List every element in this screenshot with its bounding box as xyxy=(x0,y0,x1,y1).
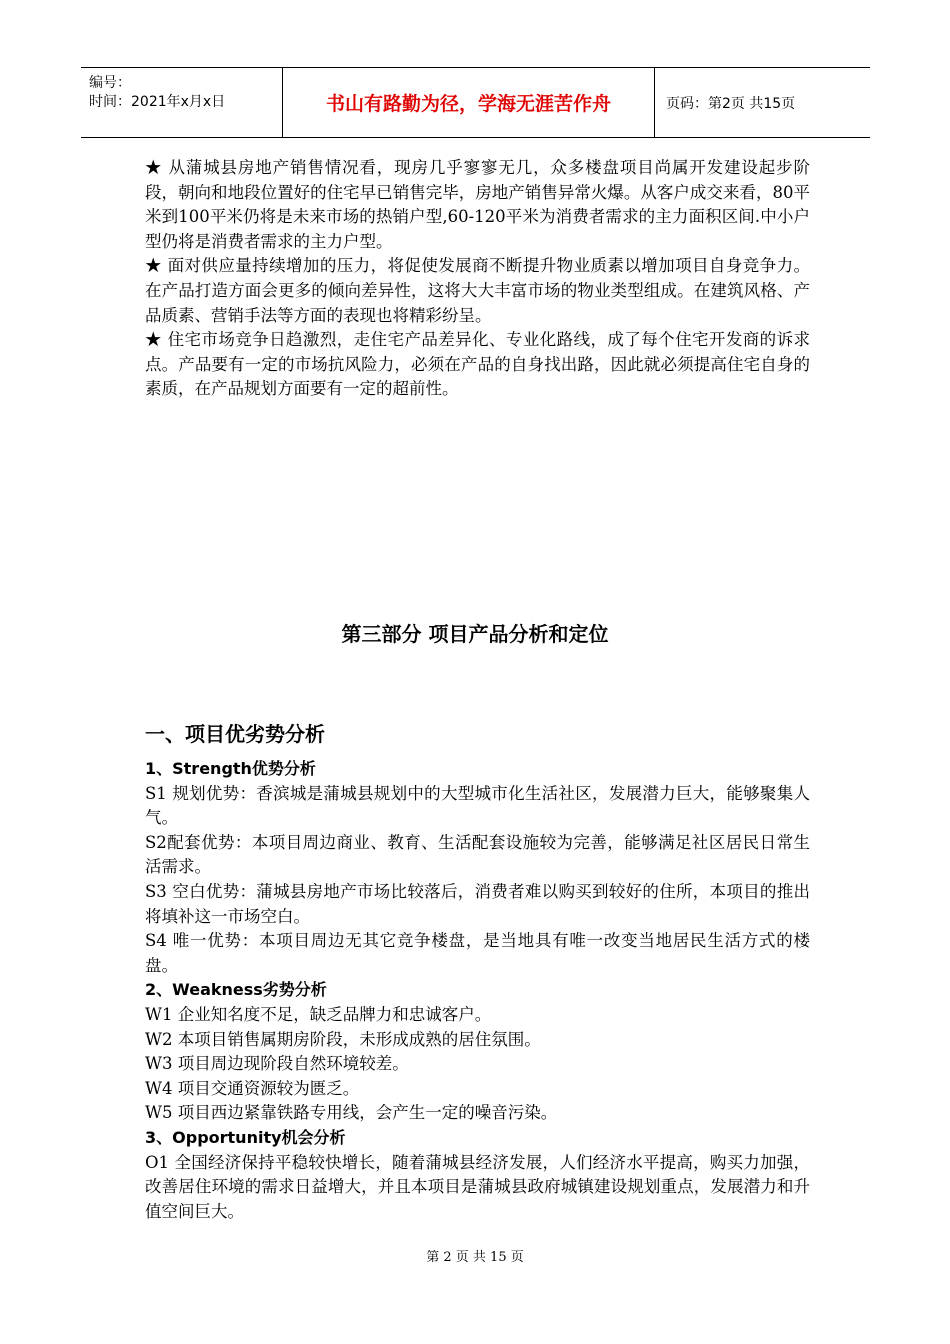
document-header xyxy=(81,67,870,138)
intro-section xyxy=(145,156,810,402)
intro-paragraph: ★ 面对供应量持续增加的压力，将促使发展商不断提升物业质素以增加项目自身竞争力。在产品打造方面会更多的倾向差异性，这将大大丰富市场的物业类型组成。在建筑风格、产品质素、营销手法等方面的表现也将精彩纷呈。 xyxy=(145,256,810,325)
header-motto: 书山有路勤为径，学海无涯苦作舟 xyxy=(283,68,655,137)
opportunity-item: O1 全国经济保持平稳较快增长，随着蒲城县经济发展，人们经济水平提高，购买力加强，改善居住环境的需求日益增大，并且本项目是蒲城县政府城镇建设规划重点，发展潜力和升值空间巨大。 xyxy=(145,1152,810,1221)
document-date: 时间：2021年x月x日 xyxy=(89,94,226,110)
strength-item: S4 唯一优势：本项目周边无其它竞争楼盘，是当地具有唯一改变当地居民生活方式的楼盘。 xyxy=(145,931,810,975)
section-title: 一、项目优劣势分析 xyxy=(145,722,325,746)
strength-item: S2配套优势：本项目周边商业、教育、生活配套设施较为完善，能够满足社区居民日常生活需求。 xyxy=(145,832,810,877)
swot-section xyxy=(145,757,810,1224)
page-footer: 第 2 页 共 15 页 xyxy=(426,1250,524,1265)
weakness-heading: 2、Weakness劣势分析 xyxy=(145,980,327,1000)
part-title: 第三部分 项目产品分析和定位 xyxy=(341,622,609,646)
strength-item: S3 空白优势：蒲城县房地产市场比较落后，消费者难以购买到较好的住所，本项目的推出将填补这一市场空白。 xyxy=(145,881,810,926)
strength-item: S1 规划优势：香滨城是蒲城县规划中的大型城市化生活社区，发展潜力巨大，能够聚集人气。 xyxy=(145,783,810,828)
intro-paragraph: ★ 从蒲城县房地产销售情况看，现房几乎寥寥无几，众多楼盘项目尚属开发建设起步阶段，朝向和地段位置好的住宅早已销售完毕，房地产销售异常火爆。从客户成交来看，80平米到100平米仍将是未来市场的热销户型,60-120平米为消费者需求的主力面积区间.中小户型仍将是消费者需求的主力户型。 xyxy=(145,158,810,251)
document-number-label: 编号： xyxy=(89,75,131,91)
opportunity-heading: 3、Opportunity机会分析 xyxy=(145,1127,346,1147)
header-page-info: 页码：第2页 共15页 xyxy=(666,95,796,112)
intro-paragraph: ★ 住宅市场竞争日趋激烈，走住宅产品差异化、专业化路线，成了每个住宅开发商的诉求点。产品要有一定的市场抗风险力，必须在产品的自身找出路，因此就必须提高住宅自身的素质，在产品规划方面要有一定的超前性。 xyxy=(145,330,810,399)
strength-heading: 1、Strength优势分析 xyxy=(145,759,316,778)
weakness-item: W5 项目西边紧靠铁路专用线，会产生一定的噪音污染。 xyxy=(145,1103,558,1123)
weakness-item: W2 本项目销售属期房阶段，未形成成熟的居住氛围。 xyxy=(145,1029,541,1049)
weakness-item: W4 项目交通资源较为匮乏。 xyxy=(145,1078,360,1098)
weakness-item: W1 企业知名度不足，缺乏品牌力和忠诚客户。 xyxy=(145,1004,492,1024)
header-meta xyxy=(81,68,283,137)
weakness-item: W3 项目周边现阶段自然环境较差。 xyxy=(145,1054,409,1074)
